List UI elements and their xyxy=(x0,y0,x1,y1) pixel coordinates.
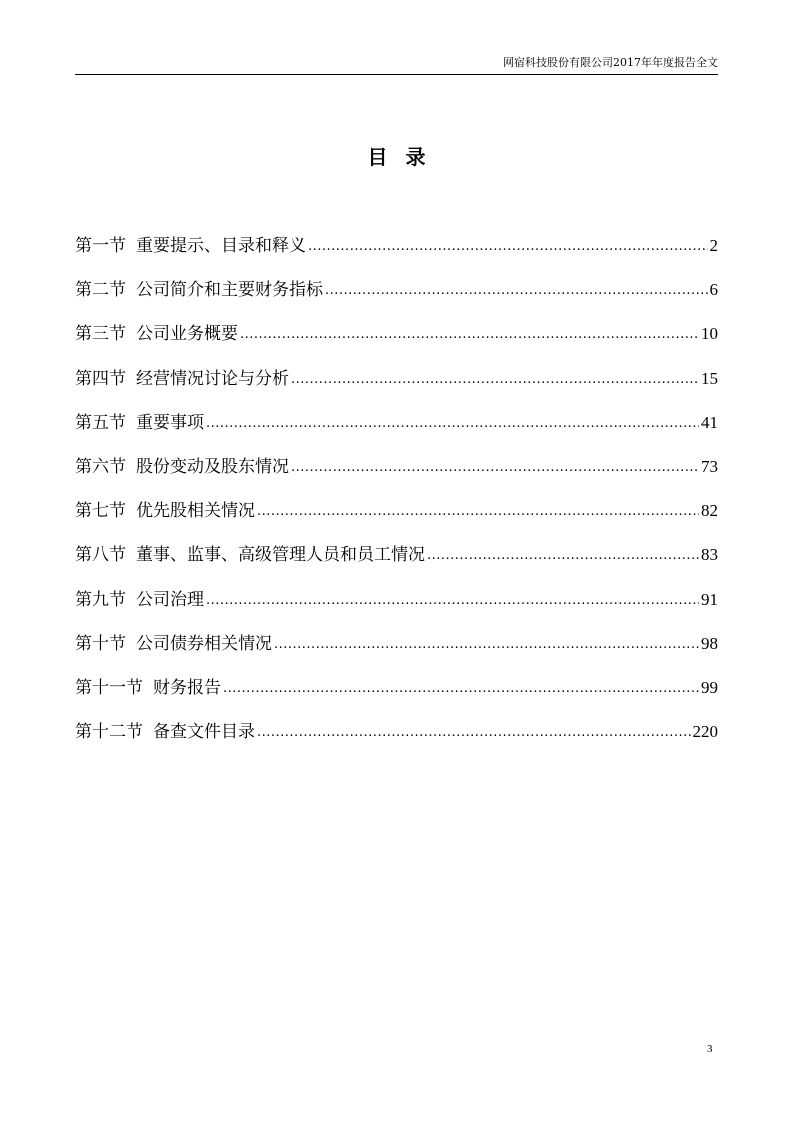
toc-dot-leader xyxy=(325,279,708,303)
toc-list xyxy=(75,234,718,764)
toc-dot-leader xyxy=(291,456,699,480)
toc-section-title: 重要提示、目录和释义 xyxy=(136,236,306,256)
toc-entry[interactable] xyxy=(75,455,718,499)
toc-dot-leader xyxy=(308,235,708,259)
toc-dot-leader xyxy=(257,721,691,745)
toc-section-number: 第一节 xyxy=(75,236,126,256)
toc-page-number: 73 xyxy=(701,456,718,476)
toc-section-title: 优先股相关情况 xyxy=(136,501,255,522)
toc-section-number: 第十二节 xyxy=(75,722,143,743)
toc-entry[interactable] xyxy=(75,632,718,676)
toc-section-number: 第七节 xyxy=(75,501,126,522)
toc-entry[interactable] xyxy=(75,367,718,411)
toc-page-number: 15 xyxy=(701,368,718,388)
toc-dot-leader xyxy=(427,544,699,568)
toc-page-number: 82 xyxy=(701,501,718,521)
toc-section-number: 第十一节 xyxy=(75,677,143,698)
page-number: 3 xyxy=(707,1043,713,1055)
toc-section-title: 公司治理 xyxy=(136,589,204,610)
toc-dot-leader xyxy=(274,633,699,657)
toc-page-number: 220 xyxy=(692,722,718,742)
toc-dot-leader xyxy=(223,677,699,701)
running-header-text: 网宿科技股份有限公司2017年年度报告全文 xyxy=(503,56,718,69)
toc-section-title: 股份变动及股东情况 xyxy=(136,456,289,477)
toc-section-number: 第三节 xyxy=(75,324,126,345)
toc-page-number: 10 xyxy=(701,324,718,344)
toc-entry[interactable] xyxy=(75,278,718,322)
toc-section-number: 第九节 xyxy=(75,589,126,610)
toc-page-number: 91 xyxy=(701,589,718,609)
toc-page-number: 83 xyxy=(701,545,718,565)
toc-entry[interactable] xyxy=(75,676,718,720)
toc-entry[interactable] xyxy=(75,499,718,543)
toc-section-title: 重要事项 xyxy=(136,412,204,433)
toc-dot-leader xyxy=(240,323,699,347)
toc-entry[interactable] xyxy=(75,588,718,632)
toc-entry[interactable] xyxy=(75,411,718,455)
toc-section-title: 公司简介和主要财务指标 xyxy=(136,280,323,301)
toc-section-number: 第五节 xyxy=(75,412,126,433)
toc-page-number: 99 xyxy=(701,677,718,697)
toc-entry[interactable] xyxy=(75,543,718,587)
toc-section-title: 公司债券相关情况 xyxy=(136,633,272,654)
toc-section-title: 财务报告 xyxy=(153,677,221,698)
toc-dot-leader xyxy=(206,412,699,436)
toc-section-title: 公司业务概要 xyxy=(136,324,238,345)
running-header xyxy=(75,54,718,75)
toc-entry[interactable] xyxy=(75,322,718,366)
toc-section-title: 备查文件目录 xyxy=(153,722,255,743)
toc-section-number: 第十节 xyxy=(75,633,126,654)
toc-dot-leader xyxy=(206,589,699,613)
toc-section-number: 第二节 xyxy=(75,280,126,301)
toc-dot-leader xyxy=(291,368,699,392)
toc-section-title: 董事、监事、高级管理人员和员工情况 xyxy=(136,545,425,566)
toc-page-number: 98 xyxy=(701,633,718,653)
toc-entry[interactable] xyxy=(75,720,718,764)
toc-section-number: 第四节 xyxy=(75,368,126,389)
toc-entry[interactable] xyxy=(75,234,718,278)
toc-section-number: 第六节 xyxy=(75,456,126,477)
toc-title: 目录 xyxy=(367,145,444,169)
toc-section-number: 第八节 xyxy=(75,545,126,566)
toc-dot-leader xyxy=(257,500,699,524)
toc-page-number: 2 xyxy=(709,236,718,255)
toc-page-number: 41 xyxy=(701,412,718,432)
toc-page-number: 6 xyxy=(709,280,718,300)
toc-section-title: 经营情况讨论与分析 xyxy=(136,368,289,389)
